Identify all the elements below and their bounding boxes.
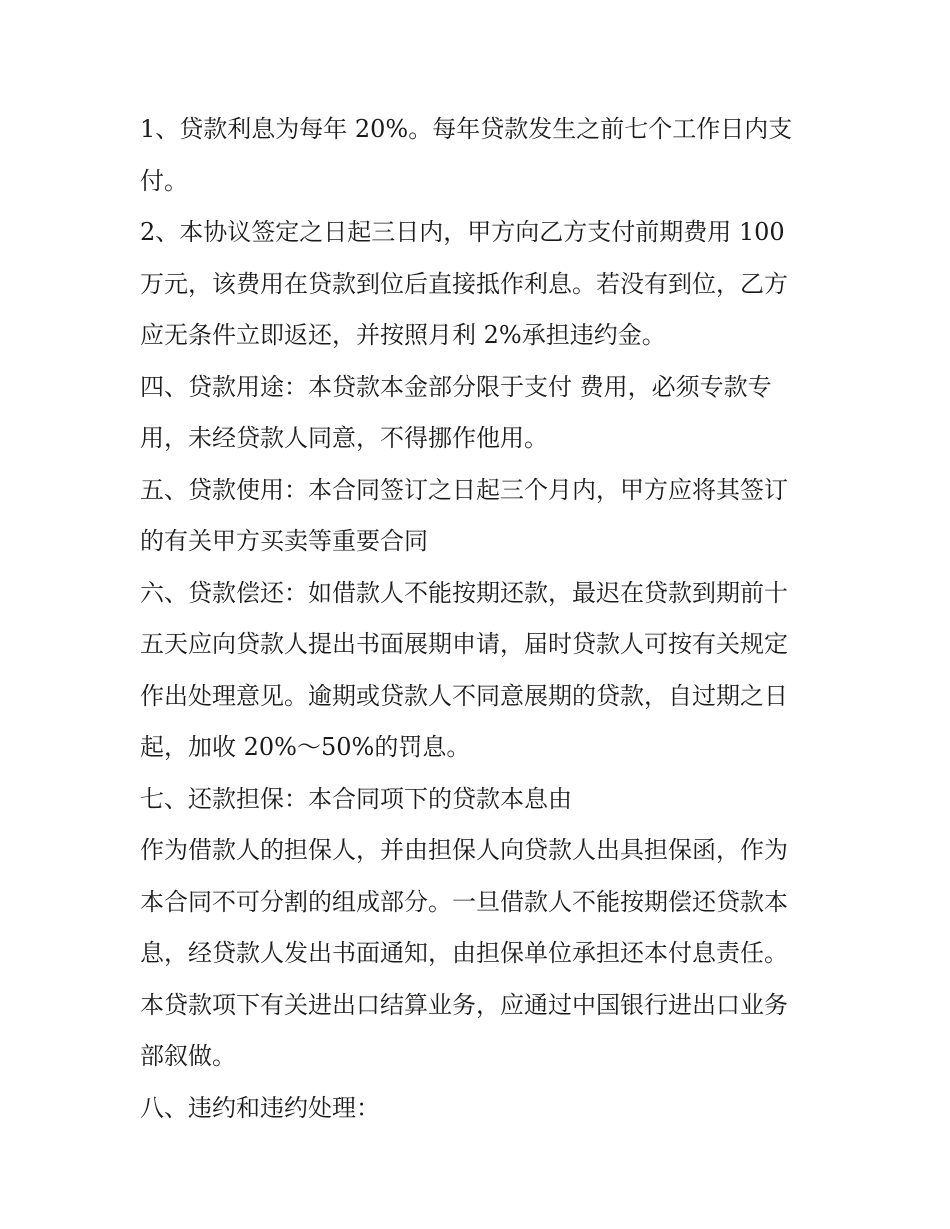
text-line: 四、贷款用途：本贷款本金部分限于支付 费用，必须专款专 bbox=[140, 372, 772, 401]
text-line: 五、贷款使用：本合同签订之日起三个月内，甲方应将其签订 bbox=[140, 475, 788, 504]
clause-loan-use bbox=[140, 465, 820, 568]
clause-repayment-guarantee bbox=[140, 774, 820, 826]
text-line: 部叙做。 bbox=[140, 1042, 236, 1070]
clause-upfront-fee bbox=[140, 207, 820, 362]
text-line: 本贷款项下有关进出口结算业务，应通过中国银行进出口业务 bbox=[140, 990, 788, 1019]
text-line: 的有关甲方买卖等重要合同 bbox=[140, 527, 428, 555]
text-line: 应无条件立即返还，并按照月利 2%承担违约金。 bbox=[140, 321, 666, 349]
clause-interest-rate bbox=[140, 104, 820, 207]
text-line: 五天应向贷款人提出书面展期申请，届时贷款人可按有关规定 bbox=[140, 630, 788, 658]
clause-guarantor bbox=[140, 825, 820, 980]
text-line: 起，加收 20%～50%的罚息。 bbox=[140, 733, 471, 761]
clause-loan-purpose bbox=[140, 362, 820, 465]
clause-default-heading bbox=[140, 1083, 820, 1135]
text-line: 付。 bbox=[140, 166, 188, 195]
document-body bbox=[140, 104, 820, 1134]
text-line: 八、违约和违约处理： bbox=[140, 1093, 380, 1122]
text-line: 1、贷款利息为每年 20%。每年贷款发生之前七个工作日内支 bbox=[140, 115, 793, 143]
text-line: 本合同不可分割的组成部分。一旦借款人不能按期偿还贷款本 bbox=[140, 887, 788, 916]
clause-loan-repayment bbox=[140, 568, 820, 774]
text-line: 万元，该费用在贷款到位后直接抵作利息。若没有到位，乙方 bbox=[140, 269, 788, 298]
clause-settlement bbox=[140, 980, 820, 1083]
text-line: 作为借款人的担保人，并由担保人向贷款人出具担保函，作为 bbox=[140, 836, 788, 864]
text-line: 六、贷款偿还：如借款人不能按期还款，最迟在贷款到期前十 bbox=[140, 578, 788, 607]
text-line: 用，未经贷款人同意，不得挪作他用。 bbox=[140, 424, 548, 452]
text-line: 息，经贷款人发出书面通知，由担保单位承担还本付息责任。 bbox=[140, 939, 788, 967]
text-line: 作出处理意见。逾期或贷款人不同意展期的贷款，自过期之日 bbox=[140, 681, 788, 710]
text-line: 七、还款担保：本合同项下的贷款本息由 bbox=[140, 784, 572, 813]
text-line: 2、本协议签定之日起三日内，甲方向乙方支付前期费用 100 bbox=[140, 218, 785, 246]
